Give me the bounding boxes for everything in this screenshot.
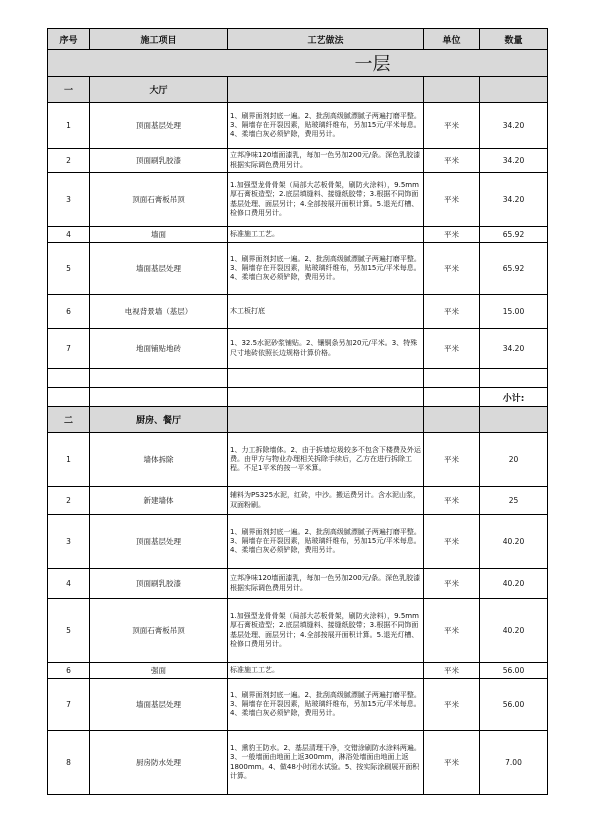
row-qty: 40.20 <box>480 569 548 599</box>
row-item: 墙体拆除 <box>90 433 228 487</box>
row-item: 地面铺贴地砖 <box>90 329 228 369</box>
floor-row <box>48 50 548 77</box>
row-qty: 20 <box>480 433 548 487</box>
row-method: 标准施工工艺。 <box>228 663 424 679</box>
row-unit: 平米 <box>424 149 480 173</box>
table-row <box>48 329 548 369</box>
row-unit: 平米 <box>424 663 480 679</box>
row-unit: 平米 <box>424 103 480 149</box>
section-blank <box>228 77 424 103</box>
section-row <box>48 77 548 103</box>
row-number: 3 <box>48 515 90 569</box>
section-blank <box>480 77 548 103</box>
row-number: 6 <box>48 295 90 329</box>
row-item: 墙面基层处理 <box>90 679 228 731</box>
header-cell-method: 工艺做法 <box>228 29 424 50</box>
row-method: 1.加强型龙骨骨架（局部大芯板骨架，刷防火涂料），9.5mm厚石膏板造型；2.底层填缝料、接缝纸胶带；3.根据不同饰面基层处理、面层另计；4.全部按展开面积计算。5.退光灯槽、检修口费用另计。 <box>228 173 424 227</box>
row-qty: 7.00 <box>480 731 548 795</box>
row-item: 顶面刷乳胶漆 <box>90 149 228 173</box>
row-qty: 34.20 <box>480 329 548 369</box>
floor-title: 一层 <box>48 50 548 77</box>
row-item: 强面 <box>90 663 228 679</box>
row-item: 墙面基层处理 <box>90 243 228 295</box>
quote-table <box>47 28 548 795</box>
row-item: 墙面 <box>90 227 228 243</box>
row-method: 1、刷界面剂封底一遍。2、批刮高级腻漂腻子两遍打磨平整。3、隔墙存在开裂因素，贴玻璃纤维布，另加15元/平米每息。4、柔墙白灰必须铲除，费用另计。 <box>228 243 424 295</box>
header-row <box>48 29 548 50</box>
row-number: 4 <box>48 569 90 599</box>
row-unit: 平米 <box>424 569 480 599</box>
row-method: 木工板打底 <box>228 295 424 329</box>
row-method: 立邦净味120墙面漆乳，每加一色另加200元/条。深色乳胶漆根据实际调色费用另计。 <box>228 569 424 599</box>
section-title: 厨房、餐厅 <box>90 407 228 433</box>
row-unit: 平米 <box>424 243 480 295</box>
row-method: 立邦净味120墙面漆乳，每加一色另加200元/条。深色乳胶漆根据实际调色费用另计。 <box>228 149 424 173</box>
header-cell-qty: 数量 <box>480 29 548 50</box>
row-number: 5 <box>48 243 90 295</box>
row-unit: 平米 <box>424 515 480 569</box>
table-row <box>48 433 548 487</box>
row-item: 顶面石膏板吊顶 <box>90 173 228 227</box>
section-number: 一 <box>48 77 90 103</box>
row-number: 1 <box>48 433 90 487</box>
row-unit: 平米 <box>424 227 480 243</box>
table-row <box>48 227 548 243</box>
row-number: 1 <box>48 103 90 149</box>
row-method: 标准施工工艺。 <box>228 227 424 243</box>
row-number: 6 <box>48 663 90 679</box>
table-row <box>48 569 548 599</box>
row-unit: 平米 <box>424 731 480 795</box>
row-qty: 65.92 <box>480 227 548 243</box>
row-item: 厨房防水处理 <box>90 731 228 795</box>
row-number: 8 <box>48 731 90 795</box>
header-cell-item: 施工项目 <box>90 29 228 50</box>
row-item: 顶面石膏板吊顶 <box>90 599 228 663</box>
section-title: 大厅 <box>90 77 228 103</box>
row-unit: 平米 <box>424 173 480 227</box>
row-method: 1、熏豹王防水。2、基层清理干净，交错涂刷防水涂料两遍。3、一般墙面由地面上返300mm，淋浴处墙面由地面上返1800mm。4、做48小时闭水试验。5、按实际涂刷展开面积计算。 <box>228 731 424 795</box>
section-blank <box>480 407 548 433</box>
section-blank <box>424 77 480 103</box>
row-unit: 平米 <box>424 487 480 515</box>
section-row <box>48 407 548 433</box>
row-method: 1、刷界面剂封底一遍。2、批刮高级腻漂腻子两遍打磨平整。3、隔墙存在开裂因素，贴玻璃纤维布，另加15元/平米每息。4、柔墙白灰必须铲除，费用另计。 <box>228 103 424 149</box>
row-item: 顶面基层处理 <box>90 103 228 149</box>
table-row <box>48 103 548 149</box>
row-number: 7 <box>48 329 90 369</box>
table-row <box>48 679 548 731</box>
blank-row <box>48 369 548 388</box>
section-blank <box>424 407 480 433</box>
row-item: 电视背景墙（基层） <box>90 295 228 329</box>
row-item: 新建墙体 <box>90 487 228 515</box>
table-row <box>48 731 548 795</box>
row-number: 2 <box>48 487 90 515</box>
row-qty: 65.92 <box>480 243 548 295</box>
row-qty: 34.20 <box>480 149 548 173</box>
row-method: 1、力工拆除墙体。2、由于拆墙垃圾较多不包含下楼费及外运费。由甲方与物业办理相关拆除手续后，乙方在进行拆除工程。不足1平米的按一平米算。 <box>228 433 424 487</box>
row-number: 3 <box>48 173 90 227</box>
table-row <box>48 149 548 173</box>
subtotal-label: 小计: <box>480 388 548 407</box>
table-row <box>48 515 548 569</box>
row-qty: 40.20 <box>480 599 548 663</box>
section-blank <box>228 407 424 433</box>
table-row <box>48 243 548 295</box>
row-qty: 34.20 <box>480 103 548 149</box>
table-row <box>48 599 548 663</box>
row-qty: 40.20 <box>480 515 548 569</box>
table-row <box>48 663 548 679</box>
row-method: 1、32.5水泥砂浆铺贴。2、镶铜条另加20元/平米。3、特殊尺寸地砖依照长边规格计算价格。 <box>228 329 424 369</box>
row-unit: 平米 <box>424 329 480 369</box>
quote-sheet <box>47 28 548 795</box>
row-unit: 平米 <box>424 679 480 731</box>
row-unit: 平米 <box>424 433 480 487</box>
row-item: 顶面刷乳胶漆 <box>90 569 228 599</box>
row-qty: 56.00 <box>480 663 548 679</box>
row-qty: 34.20 <box>480 173 548 227</box>
row-qty: 25 <box>480 487 548 515</box>
header-cell-no: 序号 <box>48 29 90 50</box>
row-item: 顶面基层处理 <box>90 515 228 569</box>
row-method: 1.加强型龙骨骨架（局部大芯板骨架，刷防火涂料），9.5mm厚石膏板造型；2.底层填缝料、接缝纸胶带；3.根据不同饰面基层处理、面层另计；4.全部按展开面积计算。5.退光灯槽、检修口费用另计。 <box>228 599 424 663</box>
row-number: 7 <box>48 679 90 731</box>
row-unit: 平米 <box>424 599 480 663</box>
row-method: 辅料为PS325水泥，红砖，中沙。搬运费另计。含水泥山浆，双面粉刷。 <box>228 487 424 515</box>
row-qty: 56.00 <box>480 679 548 731</box>
table-row <box>48 173 548 227</box>
row-number: 4 <box>48 227 90 243</box>
row-method: 1、刷界面剂封底一遍。2、批刮高级腻漂腻子两遍打磨平整。3、隔墙存在开裂因素，贴玻璃纤维布，另加15元/平米每息。4、柔墙白灰必须铲除，费用另计。 <box>228 515 424 569</box>
table-row <box>48 295 548 329</box>
header-cell-unit: 单位 <box>424 29 480 50</box>
row-number: 2 <box>48 149 90 173</box>
row-method: 1、刷界面剂封底一遍。2、批刮高级腻漂腻子两遍打磨平整。3、隔墙存在开裂因素，贴玻璃纤维布，另加15元/平米每息。4、柔墙白灰必须铲除，费用另计。 <box>228 679 424 731</box>
row-qty: 15.00 <box>480 295 548 329</box>
row-number: 5 <box>48 599 90 663</box>
table-row <box>48 487 548 515</box>
row-unit: 平米 <box>424 295 480 329</box>
subtotal-row <box>48 388 548 407</box>
section-number: 二 <box>48 407 90 433</box>
